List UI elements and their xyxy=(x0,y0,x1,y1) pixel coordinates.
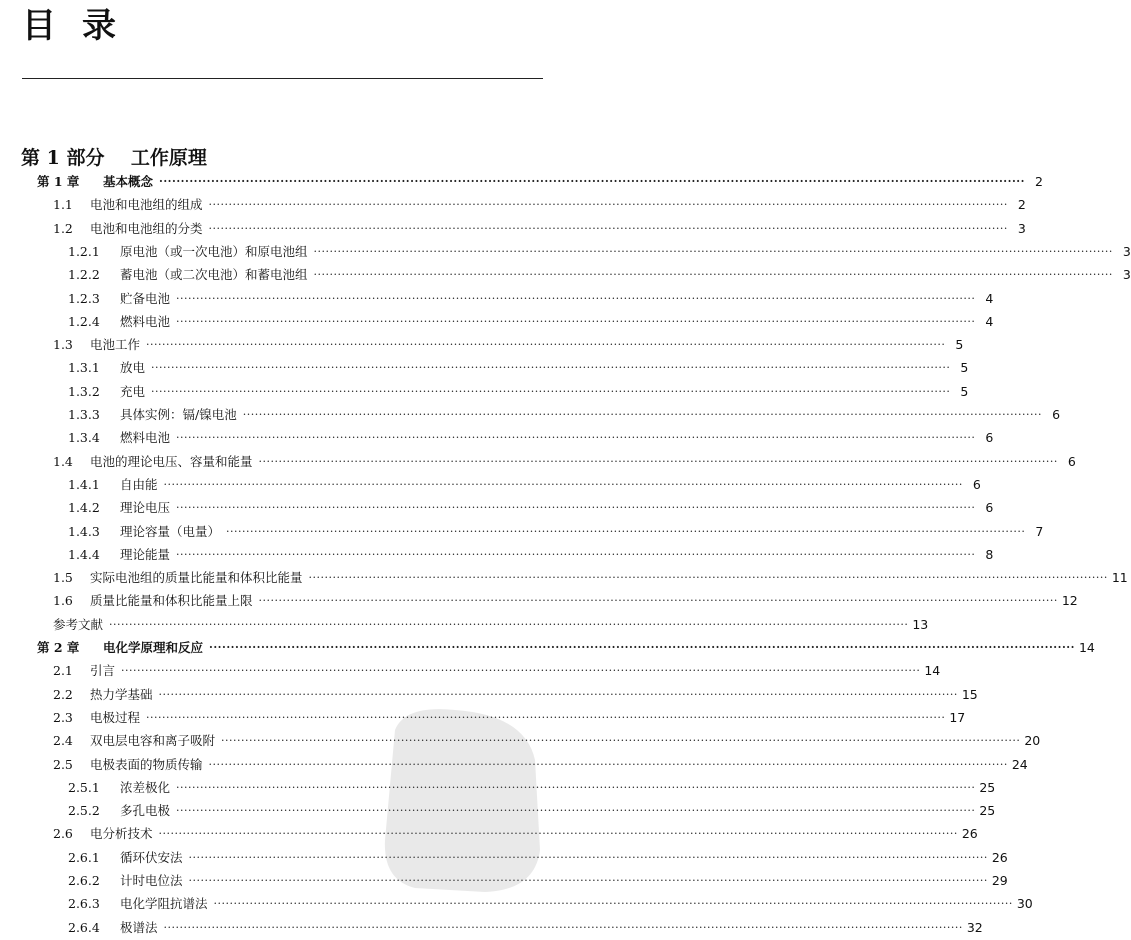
page-title: 目录 xyxy=(22,6,142,46)
dot-leader: ········································································································································································································ xyxy=(258,594,1058,608)
toc-entry-title: 双电层电容和离子吸附 xyxy=(90,733,216,749)
toc-entry[interactable] xyxy=(37,639,1095,657)
toc-entry-page: 6 xyxy=(985,500,994,516)
toc-entry[interactable] xyxy=(53,453,1076,471)
toc-entry-page: 26 xyxy=(991,849,1008,865)
toc-entry[interactable] xyxy=(68,523,1044,541)
toc-entry-page: 17 xyxy=(949,709,966,725)
toc-entry-page: 7 xyxy=(1035,523,1044,539)
dot-leader: ········································································································································································································ xyxy=(151,384,951,398)
toc-entry[interactable] xyxy=(68,266,1131,284)
dot-leader: ········································································································································································································ xyxy=(208,198,1008,212)
toc-entry-page: 25 xyxy=(979,803,996,819)
toc-entry[interactable] xyxy=(53,732,1041,750)
toc-entry[interactable] xyxy=(68,849,1008,867)
toc-entry-number: 2.3 xyxy=(53,709,73,725)
dot-leader: ········································································································································································································ xyxy=(176,780,976,794)
toc-entry-number: 2.6 xyxy=(53,826,73,842)
dot-leader: ········································································································································································································ xyxy=(163,920,963,934)
toc-entry[interactable] xyxy=(68,895,1033,913)
dot-leader: ········································································································································································································ xyxy=(188,850,988,864)
toc-entry-number: 1.2.1 xyxy=(68,243,100,259)
toc-entry-number: 2.6.1 xyxy=(68,849,100,865)
toc-entry-number: 1.2.2 xyxy=(68,267,100,283)
toc-entry-page: 2 xyxy=(1034,174,1043,189)
toc-entry-title: 基本概念 xyxy=(103,174,154,189)
toc-entry-title: 计时电位法 xyxy=(120,873,183,888)
toc-entry-title: 贮备电池 xyxy=(120,290,171,306)
toc-entry-page: 5 xyxy=(955,337,964,353)
toc-entry-page: 14 xyxy=(924,663,941,679)
toc-entry-number: 2.5 xyxy=(53,756,73,772)
toc-entry-number: 1.5 xyxy=(53,570,73,586)
toc-entry-number: 1.2.4 xyxy=(68,313,100,329)
toc-entry-page: 6 xyxy=(985,430,994,446)
dot-leader: ········································································································································································································ xyxy=(176,431,976,445)
dot-leader: ········································································································································································································ xyxy=(146,710,946,724)
toc-entry-title: 电极过程 xyxy=(90,709,141,725)
toc-entry-title: 浓差极化 xyxy=(120,779,171,795)
title-rule xyxy=(22,78,543,79)
toc-entry-title: 放电 xyxy=(120,360,146,376)
toc-entry[interactable] xyxy=(68,872,1008,890)
toc-entry-number: 2.6.2 xyxy=(68,873,100,888)
dot-leader: ········································································································································································································ xyxy=(308,571,1108,585)
dot-leader: ········································································································································································································ xyxy=(213,897,1013,911)
toc-entry-title: 自由能 xyxy=(120,476,158,492)
toc-entry-page: 3 xyxy=(1122,243,1131,259)
toc-entry-number: 1.1 xyxy=(53,197,73,213)
dot-leader: ········································································································································································································ xyxy=(226,524,1026,538)
toc-entry-page: 13 xyxy=(912,616,929,632)
dot-leader: ········································································································································································································ xyxy=(176,291,976,305)
toc-entry[interactable] xyxy=(53,196,1026,214)
toc-entry-page: 15 xyxy=(961,686,978,702)
dot-leader: ········································································································································································································ xyxy=(209,641,1075,654)
toc-entry-title: 电池和电池组的组成 xyxy=(90,197,203,213)
toc-entry-number: 1.4.4 xyxy=(68,546,100,562)
dot-leader: ········································································································································································································ xyxy=(188,874,988,887)
toc-entry-title: 质量比能量和体积比能量上限 xyxy=(90,593,253,609)
dot-leader: ········································································································································································································ xyxy=(208,221,1008,235)
toc-entry-title: 实际电池组的质量比能量和体积比能量 xyxy=(90,570,303,586)
toc-entry-title: 燃料电池 xyxy=(120,430,171,446)
toc-entry-page: 2 xyxy=(1017,197,1026,213)
toc-entry-title: 电池工作 xyxy=(90,337,141,353)
toc-entry[interactable] xyxy=(53,336,964,354)
dot-leader: ········································································································································································································ xyxy=(109,617,909,631)
toc-entry-title: 电池和电池组的分类 xyxy=(90,220,203,236)
toc-entry-number: 1.2 xyxy=(53,220,73,236)
toc-entry-number: 1.3.3 xyxy=(68,407,100,422)
toc-entry-title: 理论电压 xyxy=(120,500,171,516)
toc-entry-number: 2.5.2 xyxy=(68,803,100,819)
toc-entry-number: 第 1 章 xyxy=(37,174,80,189)
toc-entry-page: 12 xyxy=(1061,593,1078,609)
toc-entry-page: 14 xyxy=(1078,640,1095,655)
toc-entry[interactable] xyxy=(53,616,929,634)
toc-entry[interactable] xyxy=(68,429,994,447)
toc-entry-number: 1.3.4 xyxy=(68,430,100,446)
toc-entry[interactable] xyxy=(68,383,969,401)
toc-entry-page: 4 xyxy=(985,313,994,329)
toc-entry[interactable] xyxy=(68,919,983,937)
toc-entry-number: 1.2.3 xyxy=(68,290,100,306)
toc-entry-page: 5 xyxy=(960,360,969,376)
toc-entry-number: 2.6.3 xyxy=(68,896,100,912)
toc-entry[interactable] xyxy=(68,313,994,331)
dot-leader: ········································································································································································································ xyxy=(176,804,976,818)
toc-entry[interactable] xyxy=(53,686,978,704)
dot-leader: ········································································································································································································ xyxy=(221,734,1021,748)
toc-entry[interactable] xyxy=(53,825,978,843)
toc-entry-page: 6 xyxy=(972,476,981,492)
toc-entry[interactable] xyxy=(68,406,1061,424)
toc-entry-page: 4 xyxy=(985,290,994,306)
toc-entry[interactable] xyxy=(68,499,994,517)
toc-entry-title: 原电池（或一次电池）和原电池组 xyxy=(120,243,308,259)
toc-entry-number: 2.2 xyxy=(53,686,73,702)
toc-entry-title: 理论容量（电量） xyxy=(120,523,221,539)
toc-entry-page: 20 xyxy=(1024,733,1041,749)
toc-entry-title: 热力学基础 xyxy=(90,686,153,702)
toc-entry-number: 2.6.4 xyxy=(68,919,100,935)
toc-entry-page: 24 xyxy=(1011,756,1028,772)
toc-entry-page: 3 xyxy=(1017,220,1026,236)
toc-entry-title: 充电 xyxy=(120,383,146,399)
toc-entry-title: 循环伏安法 xyxy=(120,849,183,865)
toc-entry[interactable] xyxy=(53,756,1028,774)
toc-entry-number: 1.4 xyxy=(53,453,73,469)
dot-leader: ········································································································································································································ xyxy=(158,687,958,701)
toc-entry[interactable] xyxy=(37,173,1043,191)
part-title: 第 1 部分 工作原理 xyxy=(21,147,207,169)
toc-entry-page: 6 xyxy=(1052,407,1061,422)
dot-leader: ········································································································································································································ xyxy=(176,501,976,515)
dot-leader: ········································································································································································································ xyxy=(242,408,1043,421)
toc-entry-title: 引言 xyxy=(90,663,116,679)
toc-entry-number: 1.4.1 xyxy=(68,476,100,492)
toc-entry-title: 电化学阻抗谱法 xyxy=(120,896,208,912)
toc-entry[interactable] xyxy=(68,802,996,820)
toc-entry-number: 第 2 章 xyxy=(37,640,80,655)
toc-entry[interactable] xyxy=(68,359,969,377)
toc-entry[interactable] xyxy=(53,220,1026,238)
toc-entry[interactable] xyxy=(53,592,1078,610)
dot-leader: ········································································································································································································ xyxy=(313,244,1113,258)
toc-entry-page: 5 xyxy=(960,383,969,399)
toc-entry-page: 8 xyxy=(985,546,994,562)
toc-entry-page: 30 xyxy=(1016,896,1033,912)
toc-entry-title: 理论能量 xyxy=(120,546,171,562)
toc-entry-number: 2.1 xyxy=(53,663,73,679)
toc-entry-title: 多孔电极 xyxy=(120,803,171,819)
dot-leader: ········································································································································································································ xyxy=(258,454,1058,468)
dot-leader: ········································································································································································································ xyxy=(208,757,1008,771)
dot-leader: ········································································································································································································ xyxy=(121,664,921,678)
dot-leader: ········································································································································································································ xyxy=(176,314,976,328)
toc-entry-number: 1.4.3 xyxy=(68,523,100,539)
toc-entry-number: 1.4.2 xyxy=(68,500,100,516)
toc-entry[interactable] xyxy=(68,290,994,308)
dot-leader: ········································································································································································································ xyxy=(146,338,946,352)
toc-entry-page: 32 xyxy=(966,919,983,935)
toc-entry-page: 26 xyxy=(961,826,978,842)
stamp-watermark xyxy=(375,700,545,900)
toc-entry-number: 2.5.1 xyxy=(68,779,100,795)
dot-leader: ········································································································································································································ xyxy=(176,547,976,561)
toc-entry-page: 6 xyxy=(1067,453,1076,469)
toc-entry-number: 1.3.2 xyxy=(68,383,100,399)
toc-entry[interactable] xyxy=(68,779,996,797)
toc-entry-number: 1.6 xyxy=(53,593,73,609)
toc-entry-page: 3 xyxy=(1122,267,1131,283)
toc-entry[interactable] xyxy=(68,243,1131,261)
dot-leader: ········································································································································································································ xyxy=(163,477,963,491)
toc-entry-title: 具体实例：镉/镍电池 xyxy=(120,407,237,422)
toc-entry[interactable] xyxy=(53,569,1128,587)
toc-entry-number: 1.3.1 xyxy=(68,360,100,376)
toc-entry-number: 2.4 xyxy=(53,733,73,749)
toc-entry-title: 电分析技术 xyxy=(90,826,153,842)
toc-entry-title: 参考文献 xyxy=(53,616,104,632)
toc-entry[interactable] xyxy=(53,709,966,727)
toc-entry-title: 极谱法 xyxy=(120,919,158,935)
dot-leader: ········································································································································································································ xyxy=(151,361,951,375)
toc-entry-title: 电池的理论电压、容量和能量 xyxy=(90,453,253,469)
dot-leader: ········································································································································································································ xyxy=(158,827,958,841)
toc-entry[interactable] xyxy=(68,476,981,494)
toc-entry-title: 燃料电池 xyxy=(120,313,171,329)
dot-leader: ········································································································································································································ xyxy=(159,175,1025,188)
toc-entry-page: 29 xyxy=(991,873,1008,888)
toc-entry[interactable] xyxy=(53,662,941,680)
toc-entry-page: 11 xyxy=(1111,570,1128,586)
toc-entry-number: 1.3 xyxy=(53,337,73,353)
toc-entry-title: 电化学原理和反应 xyxy=(103,640,204,655)
toc-entry-page: 25 xyxy=(979,779,996,795)
toc-entry-title: 电极表面的物质传输 xyxy=(90,756,203,772)
dot-leader: ········································································································································································································ xyxy=(313,268,1113,282)
toc-entry-title: 蓄电池（或二次电池）和蓄电池组 xyxy=(120,267,308,283)
toc-entry[interactable] xyxy=(68,546,994,564)
